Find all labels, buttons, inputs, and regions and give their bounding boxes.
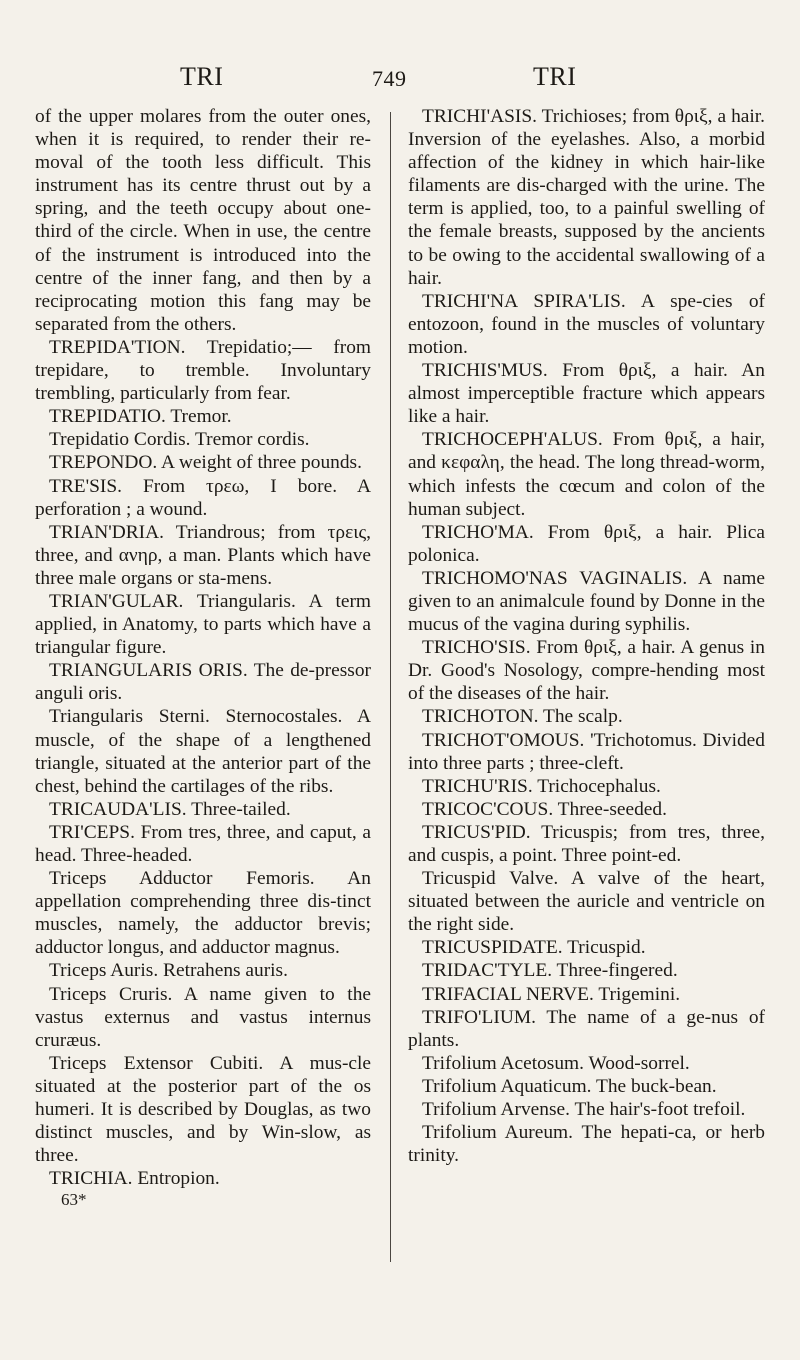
signature-mark: 63* bbox=[61, 1190, 87, 1210]
entry-text: TRICHIS'MUS. From θριξ, a hair. An almost imperceptible fracture which appears like a hair. bbox=[408, 360, 765, 428]
entry-text: TRICHO'MA. From θριξ, a hair. Plica polonica. bbox=[408, 521, 765, 566]
header-left-word: TRI bbox=[180, 62, 224, 91]
entry-text: TRICOC'COUS. Three-seeded. bbox=[422, 798, 667, 820]
entry-text: TRICHI'NA SPIRA'LIS. A spe-cies of entozoon, found in the muscles of voluntary motion. bbox=[408, 290, 765, 358]
entry-text: TRICUSPIDATE. Tricuspid. bbox=[422, 937, 646, 959]
entry-text: Trifolium Aureum. The hepati-ca, or herb trinity. bbox=[408, 1122, 765, 1167]
entry-text: TRE'SIS. From τρεω, I bore. A perforation ; a wound. bbox=[35, 475, 371, 520]
entry-text: TRICHO'SIS. From θριξ, a hair. A genus in Dr. Good's Nosology, compre-hending most of the diseases of the hair. bbox=[408, 637, 765, 705]
column-divider bbox=[390, 112, 391, 1262]
entry-text: TREPIDATIO. Tremor. bbox=[49, 406, 232, 428]
entry-text: TREPONDO. A weight of three pounds. bbox=[49, 452, 362, 474]
entry-text: Triceps Cruris. A name given to the vastus externus and vastus internus cruræus. bbox=[35, 983, 371, 1051]
entry-text: Trepidatio Cordis. Tremor cordis. bbox=[49, 429, 310, 451]
entry-text: TRIANGULARIS ORIS. The de-pressor anguli oris. bbox=[35, 660, 371, 705]
entry-text: of the upper molares from the outer ones, when it is required, to render their re-moval of the tooth less difficult. This instrument has its centre thrust out by a spring, and the teeth occupy about one-third of the circle. When in use, the centre of the instrument is introduced into the centre of the inner fang, and then by a reciprocating motion this fang may be separated from the others. bbox=[35, 106, 371, 335]
entry-text: TRICHOCEPH'ALUS. From θριξ, a hair, and κεφαλη, the head. The long thread-worm, which infests the cœcum and colon of the human subject. bbox=[408, 429, 765, 520]
entry-text: Triangularis Sterni. Sternocostales. A muscle, of the shape of a lengthened triangle, situated at the anterior part of the chest, behind the cartilages of the ribs. bbox=[35, 706, 371, 797]
entry-text: Triceps Adductor Femoris. An appellation comprehending three dis-tinct muscles, namely, the adductor brevis; adductor longus, and adductor magnus. bbox=[35, 868, 371, 959]
entry-text: TRIFO'LIUM. The name of a ge-nus of plants. bbox=[408, 1006, 765, 1051]
running-header bbox=[0, 62, 800, 102]
entry-text: TRICAUDA'LIS. Three-tailed. bbox=[49, 798, 291, 820]
page-number: 749 bbox=[372, 66, 407, 91]
entry-text: TRICHU'RIS. Trichocephalus. bbox=[422, 775, 661, 797]
entry-text: TRICHIA. Entropion. bbox=[49, 1168, 220, 1190]
entry-text: TRIFACIAL NERVE. Trigemini. bbox=[422, 983, 681, 1005]
entry-text: TRIAN'DRIA. Triandrous; from τρεις, three, and ανηρ, a man. Plants which have three male organs or sta-mens. bbox=[35, 521, 371, 589]
entry-text: TRICHOTON. The scalp. bbox=[422, 706, 623, 728]
entry-text: Trifolium Acetosum. Wood-sorrel. bbox=[422, 1052, 690, 1074]
entry-text: Triceps Auris. Retrahens auris. bbox=[49, 960, 288, 982]
entry-text: TRICUS'PID. Tricuspis; from tres, three, and cuspis, a point. Three point-ed. bbox=[408, 821, 765, 866]
header-right-word: TRI bbox=[533, 62, 577, 91]
left-column bbox=[35, 105, 371, 1210]
entry-text: TRIAN'GULAR. Triangularis. A term applied, in Anatomy, to parts which have a triangular figure. bbox=[35, 590, 371, 659]
entry-text: Trifolium Aquaticum. The buck-bean. bbox=[422, 1075, 717, 1097]
entry-text: TRI'CEPS. From tres, three, and caput, a head. Three-headed. bbox=[35, 821, 371, 866]
entry-text: Tricuspid Valve. A valve of the heart, situated between the auricle and ventricle on the right side. bbox=[408, 868, 765, 936]
entry-text: TREPIDA'TION. Trepidatio;— from trepidare, to tremble. Involuntary trembling, particularly from fear. bbox=[35, 336, 371, 405]
entry-text: TRIDAC'TYLE. Three-fingered. bbox=[422, 960, 678, 982]
entry-text: TRICHI'ASIS. Trichioses; from θριξ, a hair. Inversion of the eyelashes. Also, a morbid affection of the kidney in which hair-like filaments are dis-charged with the urine. The term is applied, too, to a painful swelling of the female breasts, supposed by the ancients to be owing to the accidental swallowing of a hair. bbox=[408, 106, 765, 289]
right-column bbox=[408, 105, 765, 1167]
entry-text: Triceps Extensor Cubiti. A mus-cle situated at the posterior part of the os humeri. It is described by Douglas, as two distinct muscles, and by Win-slow, as three. bbox=[35, 1052, 371, 1167]
entry-text: Trifolium Arvense. The hair's-foot trefoil. bbox=[422, 1099, 746, 1121]
entry-text: TRICHOT'OMOUS. 'Trichotomus. Divided into three parts ; three-cleft. bbox=[408, 729, 765, 774]
entry-text: TRICHOMO'NAS VAGINALIS. A name given to an animalcule found by Donne in the mucus of the vagina during syphilis. bbox=[408, 567, 765, 636]
